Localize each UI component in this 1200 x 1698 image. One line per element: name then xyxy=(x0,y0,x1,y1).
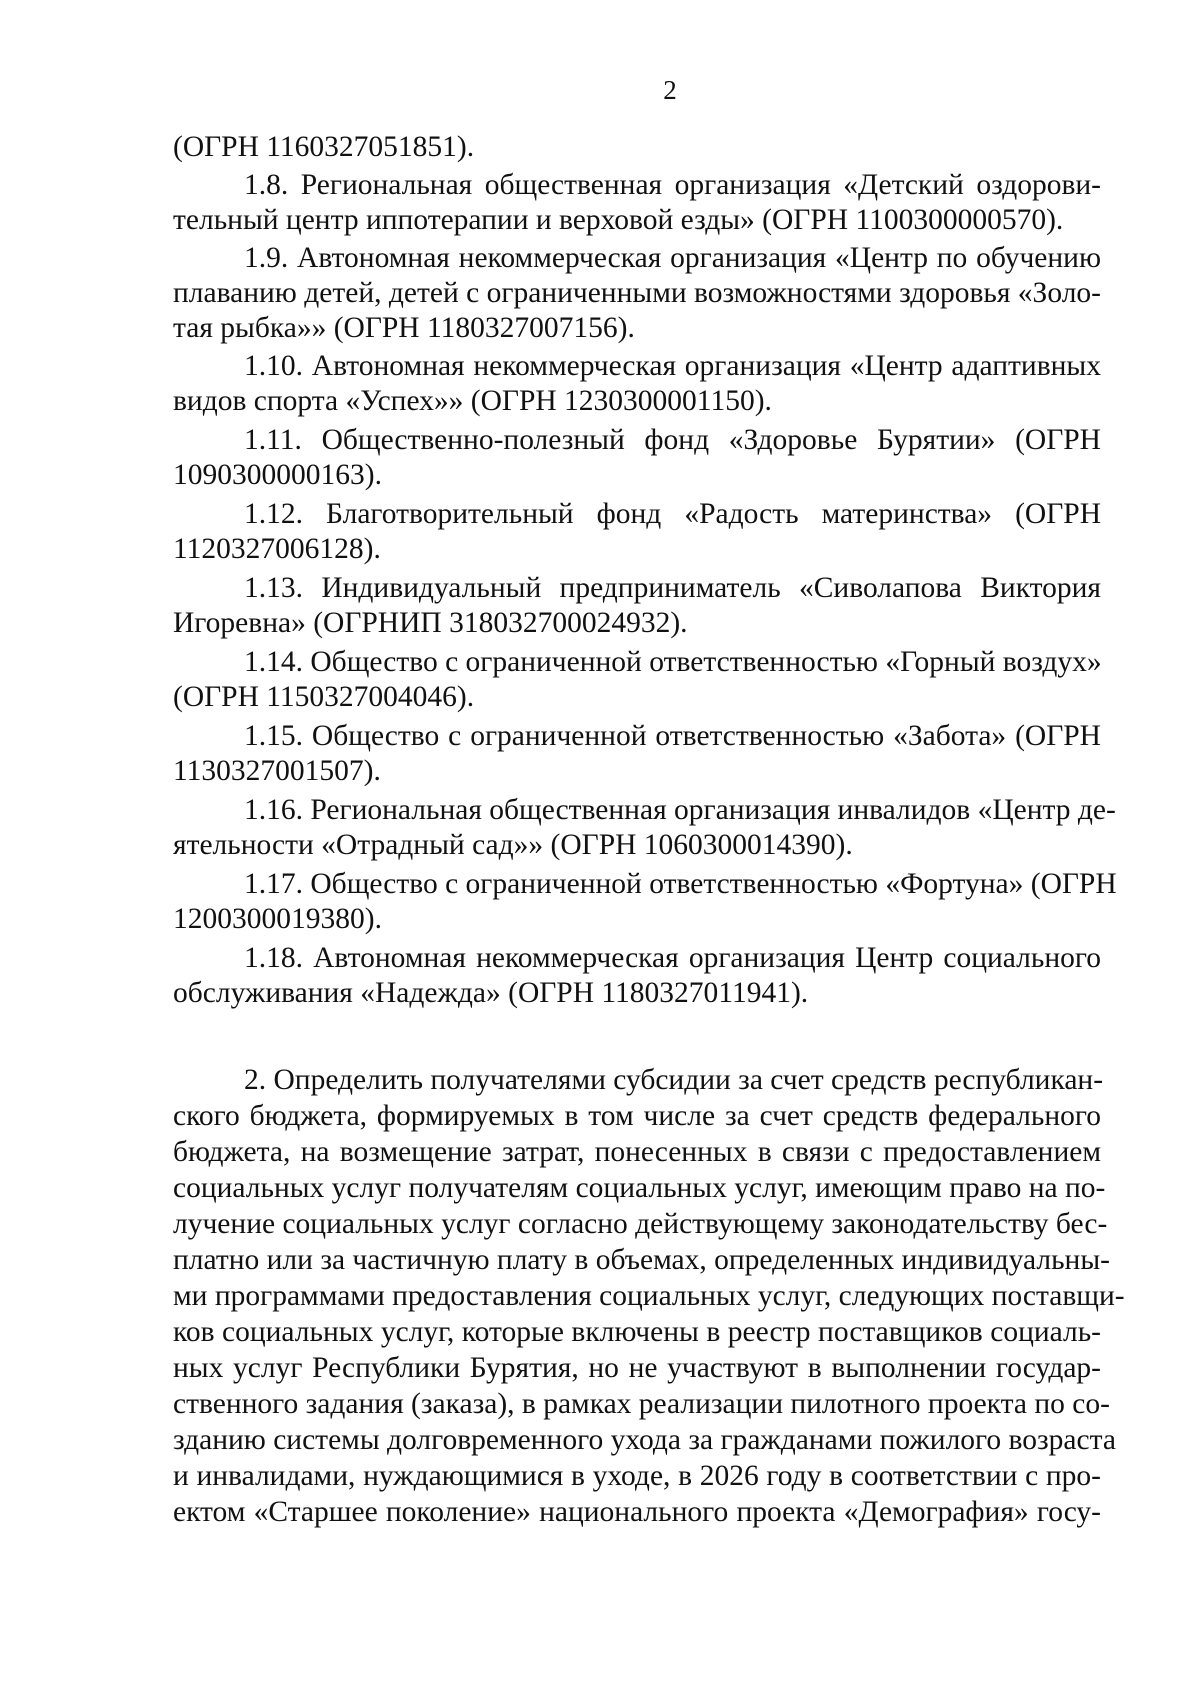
text-line: Игоревна» (ОГРНИП 318032700024932). xyxy=(173,607,688,639)
text-line: ятельности «Отрадный сад»» (ОГРН 1060300014390). xyxy=(173,829,853,861)
text-line: 1130327001507). xyxy=(173,755,381,787)
text-line: тельный центр иппотерапии и верховой езды» (ОГРН 1100300000570). xyxy=(173,204,1064,236)
text-line: 1.13. Индивидуальный предприниматель «Сиволапова Виктория xyxy=(244,572,1101,604)
text-line: зданию системы долговременного ухода за гражданами пожилого возраста xyxy=(173,1424,1116,1456)
text-line: лучение социальных услуг согласно действующему законодательству бес- xyxy=(173,1208,1108,1240)
text-line: ектом «Старшее поколение» национального проекта «Демография» госу- xyxy=(173,1496,1101,1528)
text-line: ского бюджета, формируемых в том числе за счет средств федерального xyxy=(173,1100,1101,1132)
text-line: социальных услуг получателям социальных услуг, имеющим право на по- xyxy=(173,1172,1106,1204)
text-line: обслуживания «Надежда» (ОГРН 1180327011941). xyxy=(173,977,809,1009)
text-line: ми программами предоставления социальных услуг, следующих поставщи- xyxy=(173,1280,1125,1312)
text-line: (ОГРН 1160327051851). xyxy=(173,131,475,163)
text-line: 2. Определить получателями субсидии за счет средств республикан- xyxy=(244,1064,1104,1096)
text-line: 1.16. Региональная общественная организация инвалидов «Центр де- xyxy=(244,794,1116,826)
text-line: (ОГРН 1150327004046). xyxy=(173,681,475,713)
text-line: бюджета, на возмещение затрат, понесенных в связи с предоставлением xyxy=(173,1136,1101,1168)
text-line: 1.11. Общественно-полезный фонд «Здоровье Бурятии» (ОГРН xyxy=(244,424,1101,456)
text-line: 1.17. Общество с ограниченной ответственностью «Фортуна» (ОГРН xyxy=(244,868,1117,900)
text-line: ственного задания (заказа), в рамках реализации пилотного проекта по со- xyxy=(173,1388,1110,1420)
text-line: ков социальных услуг, которые включены в реестр поставщиков социаль- xyxy=(173,1316,1101,1348)
text-line: 1200300019380). xyxy=(173,903,382,935)
page-number: 2 xyxy=(663,75,677,105)
text-line: тая рыбка»» (ОГРН 1180327007156). xyxy=(173,312,635,344)
text-line: 1.18. Автономная некоммерческая организация Центр социального xyxy=(244,942,1101,974)
text-line: 1.9. Автономная некоммерческая организация «Центр по обучению xyxy=(244,242,1101,274)
text-line: и инвалидами, нуждающимися в уходе, в 2026 году в соответствии с про- xyxy=(173,1460,1101,1492)
text-line: 1.8. Региональная общественная организация «Детский оздорови- xyxy=(244,169,1101,201)
text-line: ных услуг Республики Бурятия, но не участвуют в выполнении государ- xyxy=(173,1352,1101,1384)
text-line: 1.14. Общество с ограниченной ответственностью «Горный воздух» xyxy=(244,646,1102,678)
text-line: видов спорта «Успех»» (ОГРН 1230300001150). xyxy=(173,385,772,417)
text-line: плаванию детей, детей с ограниченными возможностями здоровья «Золо- xyxy=(173,277,1101,309)
text-line: платно или за частичную плату в объемах, определенных индивидуальны- xyxy=(173,1244,1110,1276)
text-line: 1120327006128). xyxy=(173,533,381,565)
text-line: 1.15. Общество с ограниченной ответственностью «Забота» (ОГРН xyxy=(244,720,1101,752)
text-line: 1.12. Благотворительный фонд «Радость материнства» (ОГРН xyxy=(244,498,1101,530)
text-line: 1.10. Автономная некоммерческая организация «Центр адаптивных xyxy=(244,350,1101,382)
text-line: 1090300000163). xyxy=(173,459,382,491)
